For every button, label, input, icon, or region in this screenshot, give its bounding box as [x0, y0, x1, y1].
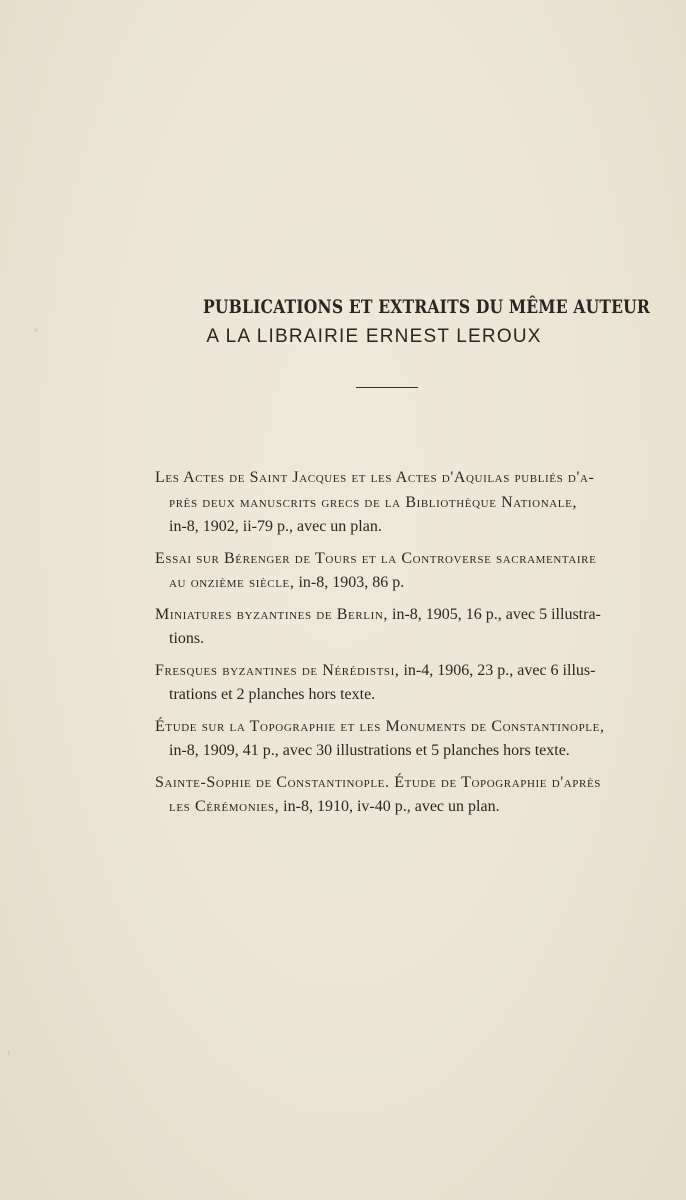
entry-line: près deux manuscrits grecs de la Bibliothèque Nationale,	[169, 493, 578, 511]
publication-entry	[155, 659, 655, 708]
entry-line: Miniatures byzantines de Berlin, in-8, 1905, 16 p., avec 5 illustra-	[155, 605, 601, 623]
publication-entry	[155, 603, 655, 652]
entry-line: in-8, 1902, ii-79 p., avec un plan.	[169, 518, 382, 535]
publication-entry	[155, 771, 655, 820]
header-block	[0, 296, 686, 348]
publication-entry	[155, 547, 655, 596]
entry-line: Étude sur la Topographie et les Monuments de Constantinople,	[155, 717, 605, 735]
entry-line: Sainte-Sophie de Constantinople. Étude de Topographie d'après	[155, 773, 601, 791]
entry-line: Essai sur Bérenger de Tours et la Controverse sacramentaire	[155, 549, 597, 567]
paper-speck	[8, 1050, 10, 1056]
divider-rule	[356, 387, 418, 388]
header-title: PUBLICATIONS ET EXTRAITS DU MÊME AUTEUR	[202, 296, 651, 318]
entry-line: in-8, 1909, 41 p., avec 30 illustrations et 5 planches hors texte.	[169, 742, 570, 759]
entry-line: les Cérémonies, in-8, 1910, iv-40 p., avec un plan.	[169, 798, 500, 815]
entry-line: Fresques byzantines de Nérédistsi, in-4, 1906, 23 p., avec 6 illus-	[155, 661, 596, 679]
publication-entry	[155, 466, 655, 540]
header-subtitle: A LA LIBRAIRIE ERNEST LEROUX	[206, 326, 542, 347]
entry-line: Les Actes de Saint Jacques et les Actes d'Aquilas publiés d'a-	[155, 469, 595, 486]
entry-line: trations et 2 planches hors texte.	[169, 686, 376, 703]
publication-entry	[155, 715, 655, 764]
entry-line: tions.	[169, 630, 205, 647]
entry-line: au onzième siècle, in-8, 1903, 86 p.	[169, 574, 405, 591]
publication-list	[155, 466, 655, 827]
